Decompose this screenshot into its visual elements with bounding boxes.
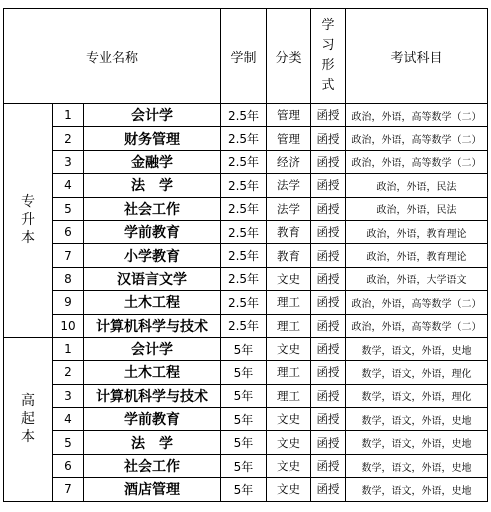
exam-subjects: 数学，语文，外语，史地 [346,337,488,360]
major-name: 社会工作 [84,454,221,477]
study-form: 函授 [311,244,346,267]
duration: 5年 [221,408,267,431]
study-form: 函授 [311,174,346,197]
table-row [4,337,488,360]
duration: 5年 [221,454,267,477]
table-row [4,150,488,173]
study-form: 函授 [311,267,346,290]
study-form: 函授 [311,291,346,314]
table-row [4,244,488,267]
row-number: 6 [53,454,84,477]
exam-subjects: 政治，外语，教育理论 [346,244,488,267]
major-name: 社会工作 [84,197,221,220]
category: 法学 [267,197,311,220]
exam-subjects: 政治，外语，高等数学（二） [346,314,488,337]
table-row [4,104,488,127]
row-number: 4 [53,174,84,197]
category: 管理 [267,127,311,150]
major-name: 学前教育 [84,408,221,431]
duration: 5年 [221,361,267,384]
duration: 2.5年 [221,244,267,267]
row-number: 1 [53,337,84,360]
row-number: 3 [53,384,84,407]
exam-subjects: 数学，语文，外语，史地 [346,478,488,501]
major-name: 法 学 [84,431,221,454]
exam-subjects: 政治，外语，高等数学（二） [346,127,488,150]
study-form: 函授 [311,454,346,477]
duration: 2.5年 [221,150,267,173]
major-name: 金融学 [84,150,221,173]
table-row [4,384,488,407]
header-category: 分类 [267,9,311,104]
major-name: 小学教育 [84,244,221,267]
major-name: 学前教育 [84,220,221,243]
major-name: 土木工程 [84,361,221,384]
duration: 2.5年 [221,197,267,220]
exam-subjects: 政治，外语，高等数学（二） [346,150,488,173]
study-form: 函授 [311,104,346,127]
duration: 2.5年 [221,127,267,150]
category: 理工 [267,361,311,384]
category: 文史 [267,454,311,477]
duration: 2.5年 [221,174,267,197]
duration: 5年 [221,431,267,454]
header-duration: 学制 [221,9,267,104]
table-row [4,431,488,454]
header-major-name: 专业名称 [4,9,221,104]
duration: 2.5年 [221,314,267,337]
category: 理工 [267,314,311,337]
row-number: 6 [53,220,84,243]
duration: 2.5年 [221,291,267,314]
exam-subjects: 政治，外语，高等数学（二） [346,291,488,314]
table-row [4,267,488,290]
duration: 2.5年 [221,104,267,127]
exam-subjects: 政治，外语，民法 [346,174,488,197]
table-row [4,220,488,243]
row-number: 8 [53,267,84,290]
table-row [4,291,488,314]
major-name: 法 学 [84,174,221,197]
row-number: 2 [53,127,84,150]
table-row [4,361,488,384]
exam-subjects: 数学，语文，外语，史地 [346,408,488,431]
exam-subjects: 政治，外语，大学语文 [346,267,488,290]
row-number: 1 [53,104,84,127]
study-form: 函授 [311,384,346,407]
exam-subjects: 政治，外语，教育理论 [346,220,488,243]
study-form: 函授 [311,127,346,150]
table-row [4,454,488,477]
table-row [4,197,488,220]
duration: 5年 [221,384,267,407]
row-number: 7 [53,244,84,267]
row-number: 5 [53,197,84,220]
table-row [4,478,488,501]
duration: 2.5年 [221,267,267,290]
major-name: 财务管理 [84,127,221,150]
category: 理工 [267,291,311,314]
header-exam-subjects: 考试科目 [346,9,488,104]
category: 文史 [267,267,311,290]
row-number: 3 [53,150,84,173]
major-name: 会计学 [84,337,221,360]
category: 文史 [267,478,311,501]
table-row [4,127,488,150]
category: 文史 [267,431,311,454]
table-row [4,314,488,337]
table-row [4,174,488,197]
study-form: 函授 [311,361,346,384]
category: 教育 [267,244,311,267]
category: 文史 [267,337,311,360]
exam-subjects: 政治，外语，民法 [346,197,488,220]
exam-subjects: 数学，语文，外语，理化 [346,384,488,407]
study-form: 函授 [311,431,346,454]
category: 经济 [267,150,311,173]
header-study-form: 学 习 形 式 [311,9,346,104]
row-number: 5 [53,431,84,454]
major-name: 计算机科学与技术 [84,384,221,407]
exam-subjects: 政治，外语，高等数学（二） [346,104,488,127]
study-form: 函授 [311,337,346,360]
study-form: 函授 [311,314,346,337]
group-label: 专 升 本 [4,104,53,338]
major-name: 会计学 [84,104,221,127]
row-number: 7 [53,478,84,501]
duration: 5年 [221,337,267,360]
row-number: 4 [53,408,84,431]
study-form: 函授 [311,408,346,431]
category: 理工 [267,384,311,407]
category: 法学 [267,174,311,197]
group-label: 高 起 本 [4,337,53,501]
table-body [4,104,488,502]
major-name: 汉语言文学 [84,267,221,290]
study-form: 函授 [311,150,346,173]
exam-subjects: 数学，语文，外语，史地 [346,431,488,454]
table-row [4,408,488,431]
category: 管理 [267,104,311,127]
majors-table [3,8,488,502]
row-number: 9 [53,291,84,314]
major-name: 酒店管理 [84,478,221,501]
row-number: 10 [53,314,84,337]
duration: 5年 [221,478,267,501]
header-row [4,9,488,104]
exam-subjects: 数学，语文，外语，理化 [346,361,488,384]
category: 教育 [267,220,311,243]
row-number: 2 [53,361,84,384]
study-form: 函授 [311,220,346,243]
study-form: 函授 [311,197,346,220]
major-name: 计算机科学与技术 [84,314,221,337]
duration: 2.5年 [221,220,267,243]
exam-subjects: 数学，语文，外语，史地 [346,454,488,477]
category: 文史 [267,408,311,431]
major-name: 土木工程 [84,291,221,314]
study-form: 函授 [311,478,346,501]
